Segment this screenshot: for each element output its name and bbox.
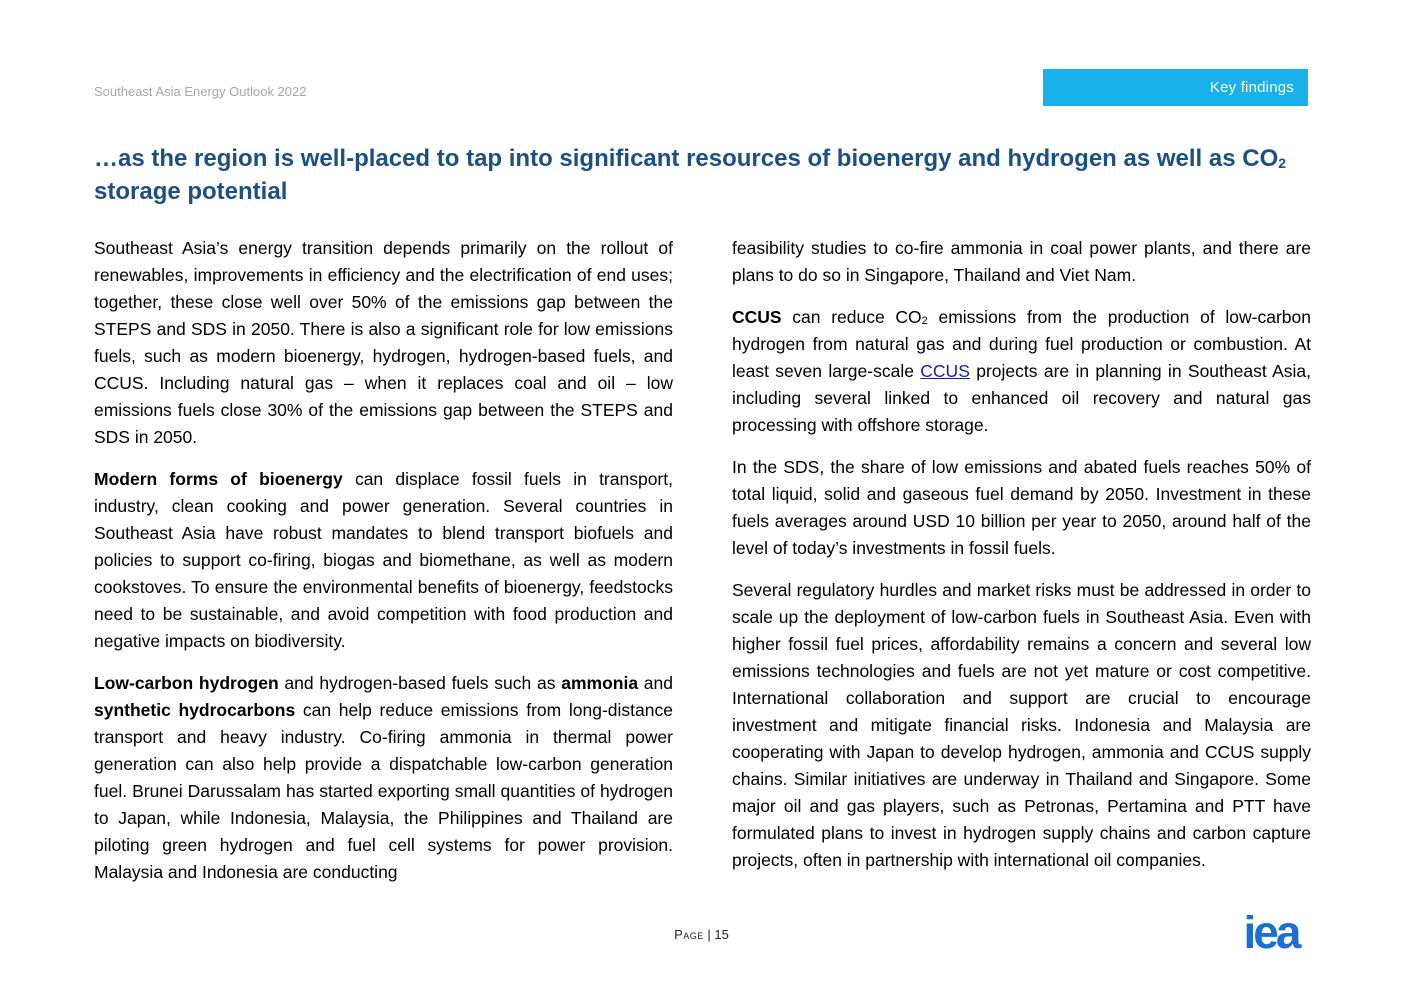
paragraph-energy-transition: Southeast Asia’s energy transition depends primarily on the rollout of renewables, improvements in efficiency and the electrification of end uses; together, these close well over 50% of the emissions gap between the STEPS and SDS in 2050. There is also a significant role for low emissions fuels, such as modern bioenergy, hydrogen, hydrogen-based fuels, and CCUS. Including natural gas – when it replaces coal and oil – low emissions fuels close 30% of the emissions gap between the STEPS and SDS in 2050. bbox=[94, 238, 673, 447]
bold-ccus: CCUS bbox=[732, 307, 782, 327]
ccus-text-3: projects are in planning in Southeast Asia, including several linked to enhanced oil recovery and natural gas processing with offshore storage. bbox=[732, 361, 1311, 435]
left-column bbox=[94, 235, 673, 901]
page-title bbox=[94, 142, 1309, 208]
title-subscript: 2 bbox=[1278, 155, 1287, 171]
ccus-text-2: emissions from the production of low-carbon hydrogen from natural gas and during fuel production or combustion. At least seven large-scale bbox=[732, 307, 1311, 381]
page-footer bbox=[0, 927, 1403, 942]
right-column bbox=[732, 235, 1311, 889]
title-text-main: …as the region is well-placed to tap into significant resources of bioenergy and hydrogen as well as CO bbox=[94, 145, 1279, 172]
hydrogen-text-1: and hydrogen-based fuels such as bbox=[278, 673, 562, 693]
bioenergy-text: can displace fossil fuels in transport, industry, clean cooking and power generation. Several countries in Southeast Asia have robust mandates to blend transport biofuels and policies to support co-firing, biogas and biomethane, as well as modern cookstoves. To ensure the environmental benefits of bioenergy, feedstocks need to be sustainable, and avoid competition with food production and negative impacts on biodiversity. bbox=[94, 469, 673, 651]
hydrogen-text-2: and bbox=[638, 673, 674, 693]
paragraph-feasibility: feasibility studies to co-fire ammonia in coal power plants, and there are plans to do so in Singapore, Thailand and Viet Nam. bbox=[732, 238, 1311, 285]
page-number: 15 bbox=[714, 927, 729, 942]
iea-logo-icon bbox=[1232, 915, 1310, 951]
ccus-link[interactable]: CCUS bbox=[920, 361, 970, 381]
page-label: Page bbox=[674, 927, 704, 942]
paragraph-sds-share: In the SDS, the share of low emissions and abated fuels reaches 50% of total liquid, solid and gaseous fuel demand by 2050. Investment in these fuels averages around USD 10 billion per year to 2050, around half of the level of today’s investments in fossil fuels. bbox=[732, 457, 1311, 558]
hydrogen-text-3: can help reduce emissions from long-distance transport and heavy industry. Co-firing ammonia in thermal power generation can also help provide a dispatchable low-carbon generation fuel. Brunei Darussalam has started exporting small quantities of hydrogen to Japan, while Indonesia, Malaysia, the Philippines and Thailand are piloting green hydrogen and fuel cell systems for power provision. Malaysia and Indonesia are conducting bbox=[94, 700, 673, 882]
ccus-text-1: can reduce CO bbox=[781, 307, 922, 327]
paragraph-regulatory-hurdles: Several regulatory hurdles and market risks must be addressed in order to scale up the deployment of low-carbon fuels in Southeast Asia. Even with higher fossil fuel prices, affordability remains a concern and several low emissions technologies and fuels are not yet mature or cost competitive. International collaboration and support are crucial to encourage investment and mitigate financial risks. Indonesia and Malaysia are cooperating with Japan to develop hydrogen, ammonia and CCUS supply chains. Similar initiatives are underway in Thailand and Singapore. Some major oil and gas players, such as Petronas, Pertamina and PTT have formulated plans to invest in hydrogen supply chains and carbon capture projects, often in partnership with international oil companies. bbox=[732, 580, 1311, 870]
title-text-end: storage potential bbox=[94, 178, 288, 205]
paragraph-hydrogen bbox=[94, 670, 673, 886]
bold-ammonia: ammonia bbox=[561, 673, 639, 693]
section-tag-key-findings: Key findings bbox=[1043, 69, 1308, 106]
page-separator: | bbox=[703, 927, 715, 942]
paragraph-bioenergy bbox=[94, 466, 673, 655]
paragraph-ccus bbox=[732, 304, 1311, 439]
bold-low-carbon-hydrogen: Low-carbon hydrogen bbox=[94, 673, 279, 693]
bold-synthetic-hydrocarbons: synthetic hydrocarbons bbox=[94, 700, 296, 720]
logo-text: iea bbox=[1243, 915, 1299, 951]
co2-subscript: 2 bbox=[921, 315, 928, 327]
bold-modern-bioenergy: Modern forms of bioenergy bbox=[94, 469, 343, 489]
document-title: Southeast Asia Energy Outlook 2022 bbox=[94, 84, 307, 99]
